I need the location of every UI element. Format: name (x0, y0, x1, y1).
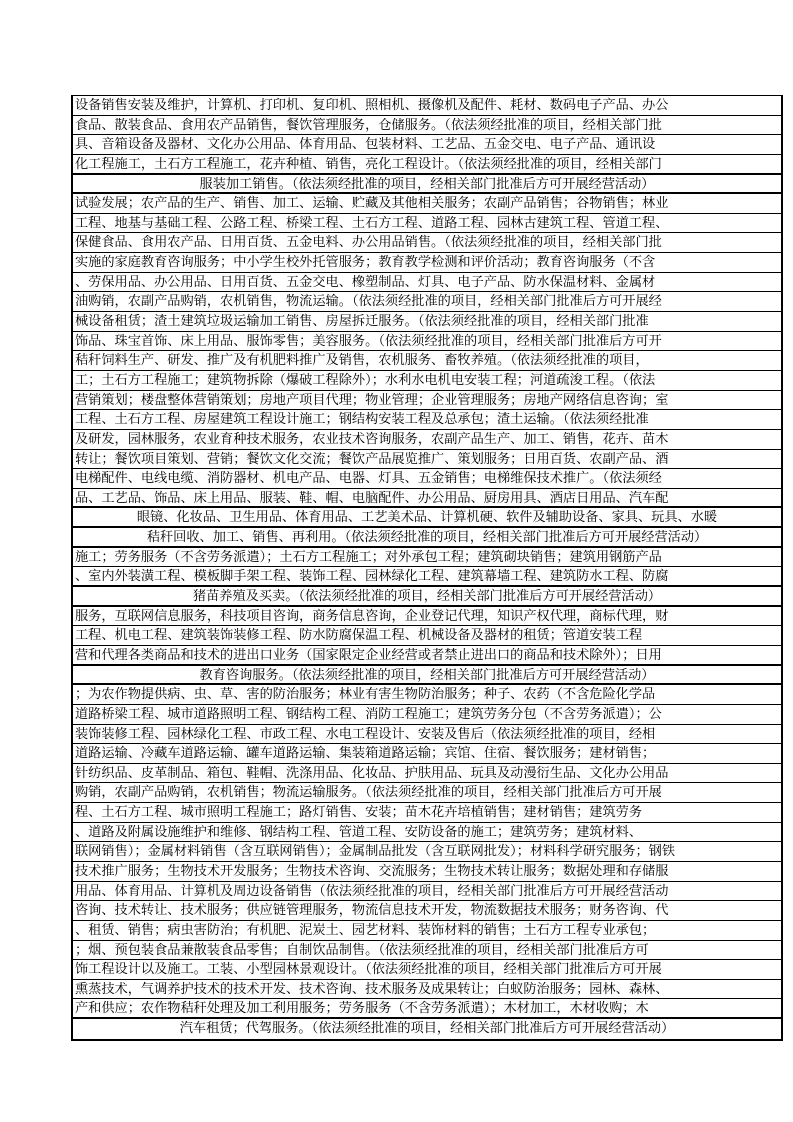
table-row: 饰工程设计以及施工。工装、小型园林景观设计。（依法须经批准的项目，经相关部门批准后方可开展 (73, 960, 781, 980)
table-row: 食品、散装食品、食用农产品销售，餐饮管理服务，仓储服务。（依法须经批准的项目，经相关部门批 (73, 116, 781, 136)
table-row: 具、音箱设备及器材、文化办公用品、体育用品、包装材料、工艺品、五金交电、电子产品、通讯设 (73, 135, 781, 155)
table-row: 猪苗养殖及买卖。（依法须经批准的项目，经相关部门批准后方可开展经营活动） (73, 587, 781, 607)
table-row: 工程、土石方工程、房屋建筑工程设计施工；钢结构安装工程及总承包；渣土运输。（依法须经批准 (73, 410, 781, 430)
table-row: 针纺织品、皮革制品、箱包、鞋帽、洗涤用品、化妆品、护肤用品、玩具及动漫衍生品、文化办公用品 (73, 764, 781, 784)
table-row: 用品、体育用品、计算机及周边设备销售（依法须经批准的项目，经相关部门批准后方可开展经营活动 (73, 882, 781, 902)
table-row: 汽车租赁；代驾服务。（依法须经批准的项目，经相关部门批准后方可开展经营活动） (179, 1021, 675, 1037)
table-row: 技术推广服务；生物技术开发服务；生物技术咨询、交流服务；生物技术转让服务；数据处理和存储服 (73, 862, 781, 882)
table-row: 眼镜、化妆品、卫生用品、体育用品、工艺美术品、计算机硬、软件及辅助设备、家具、玩具、水暖 (73, 508, 781, 528)
table-row: 品、工艺品、饰品、床上用品、服装、鞋、帽、电脑配件、办公用品、厨房用具、酒店日用品、汽车配 (73, 489, 781, 509)
table-row: 实施的家庭教育咨询服务；中小学生校外托管服务；教育教学检测和评价活动；教育咨询服务（不含 (73, 253, 781, 273)
table-row: 道路桥梁工程、城市道路照明工程、钢结构工程、消防工程施工；建筑劳务分包（不含劳务派遣）；公 (73, 705, 781, 725)
table-row: 械设备租赁；渣土建筑垃圾运输加工销售、房屋拆迁服务。（依法须经批准的项目，经相关部门批准 (73, 312, 781, 332)
table-row: 、租赁、销售；病虫害防治；有机肥、泥炭土、园艺材料、装饰材料的销售；土石方工程专业承包； (73, 921, 781, 941)
table-row: 道路运输、冷藏车道路运输、罐车道路运输、集装箱道路运输；宾馆、住宿、餐饮服务；建材销售； (73, 744, 781, 764)
table-row: 设备销售安装及维护，计算机、打印机、复印机、照相机、摄像机及配件、耗材、数码电子产品、办公 (73, 96, 781, 116)
table-row: 营和代理各类商品和技术的进出口业务（国家限定企业经营或者禁止进出口的商品和技术除外）；日用 (73, 646, 781, 666)
table-row: 工程、地基与基础工程、公路工程、桥梁工程、土石方工程、道路工程、园林古建筑工程、管道工程、 (73, 214, 781, 234)
table-row: 服务，互联网信息服务，科技项目咨询，商务信息咨询，企业登记代理，知识产权代理，商标代理，财 (73, 607, 781, 627)
table-row: 购销，农副产品购销，农机销售；物流运输服务。（依法须经批准的项目，经相关部门批准后方可开展 (73, 783, 781, 803)
table-row: 、室内外装潢工程、模板脚手架工程、装饰工程、园林绿化工程、建筑幕墙工程、建筑防水工程、防腐 (73, 567, 781, 587)
table-row: 装饰装修工程、园林绿化工程、市政工程、水电工程设计、安装及售后（依法须经批准的项目，经相 (73, 725, 781, 745)
table-row: 服装加工销售。（依法须经批准的项目，经相关部门批准后方可开展经营活动） (73, 175, 781, 195)
table-row: 工程、机电工程、建筑装饰装修工程、防水防腐保温工程、机械设备及器材的租赁；管道安装工程 (73, 626, 781, 646)
table-row: 电梯配件、电线电缆、消防器材、机电产品、电器、灯具、五金销售；电梯维保技术推广。（依法须经 (73, 469, 781, 489)
table-row: 油购销，农副产品购销，农机销售，物流运输。（依法须经批准的项目，经相关部门批准后方可开展经 (73, 292, 781, 312)
table-row: 产和供应；农作物秸秆处理及加工利用服务；劳务服务（不含劳务派遣）；木材加工，木材收购；木 (73, 999, 781, 1019)
table-row: 试验发展；农产品的生产、销售、加工、运输、贮藏及其他相关服务；农副产品销售；谷物销售；林业 (73, 194, 781, 214)
spreadsheet-table (71, 95, 783, 1041)
table-row: 及研发，园林服务，农业育种技术服务，农业技术咨询服务，农副产品生产、加工、销售，花卉、苗木 (73, 430, 781, 450)
table-row: ；烟、预包装食品兼散装食品零售；自制饮品制售。（依法须经批准的项目，经相关部门批准后方可 (73, 941, 781, 961)
table-row: 秸秆回收、加工、销售、再利用。（依法须经批准的项目，经相关部门批准后方可开展经营活动） (73, 528, 781, 548)
table-row: 饰品、珠宝首饰、床上用品、服饰零售；美容服务。（依法须经批准的项目，经相关部门批准后方可开 (73, 332, 781, 352)
table-row: 化工程施工，土石方工程施工，花卉种植、销售，亮化工程设计。（依法须经批准的项目，经相关部门 (73, 155, 781, 175)
table-row: 咨询、技术转让、技术服务；供应链管理服务，物流信息技术开发，物流数据技术服务；财务咨询、代 (73, 901, 781, 921)
table-row: 、劳保用品、办公用品、日用百货、五金交电、橡塑制品、灯具、电子产品、防水保温材料、金属材 (73, 273, 781, 293)
table-row: 营销策划；楼盘整体营销策划；房地产项目代理；物业管理；企业管理服务；房地产网络信息咨询；室 (73, 391, 781, 411)
table-row: 施工；劳务服务（不含劳务派遣）；土石方工程施工；对外承包工程；建筑砌块销售；建筑用钢筋产品 (73, 548, 781, 568)
table-row: 、道路及附属设施维护和维修、钢结构工程、管道工程、安防设备的施工；建筑劳务；建筑材料、 (73, 823, 781, 843)
table-row: 程、土石方工程、城市照明工程施工；路灯销售、安装；苗木花卉培植销售；建材销售；建筑劳务 (73, 803, 781, 823)
table-row: 保健食品、食用农产品、日用百货、五金电料、办公用品销售。（依法须经批准的项目，经相关部门批 (73, 233, 781, 253)
table-row: 熏蒸技术，气调养护技术的技术开发、技术咨询、技术服务及成果转让；白蚁防治服务；园林、森林、 (73, 980, 781, 1000)
table-row: ；为农作物提供病、虫、草、害的防治服务；林业有害生物防治服务；种子、农药（不含危险化学品 (73, 685, 781, 705)
table-row: 转让；餐饮项目策划、营销；餐饮文化交流；餐饮产品展览推广、策划服务；日用百货、农副产品、酒 (73, 450, 781, 470)
table-row: 教育咨询服务。（依法须经批准的项目，经相关部门批准后方可开展经营活动） (73, 666, 781, 686)
table-row: 秸秆饲料生产、研发、推广及有机肥料推广及销售，农机服务、畜牧养殖。（依法须经批准的项目， (73, 351, 781, 371)
table-row: 工；土石方工程施工；建筑物拆除（爆破工程除外）；水利水电机电安装工程；河道疏浚工程。（依法 (73, 371, 781, 391)
table-row: 联网销售）；金属材料销售（含互联网销售）；金属制品批发（含互联网批发）；材料科学研究服务；钢铁 (73, 842, 781, 862)
